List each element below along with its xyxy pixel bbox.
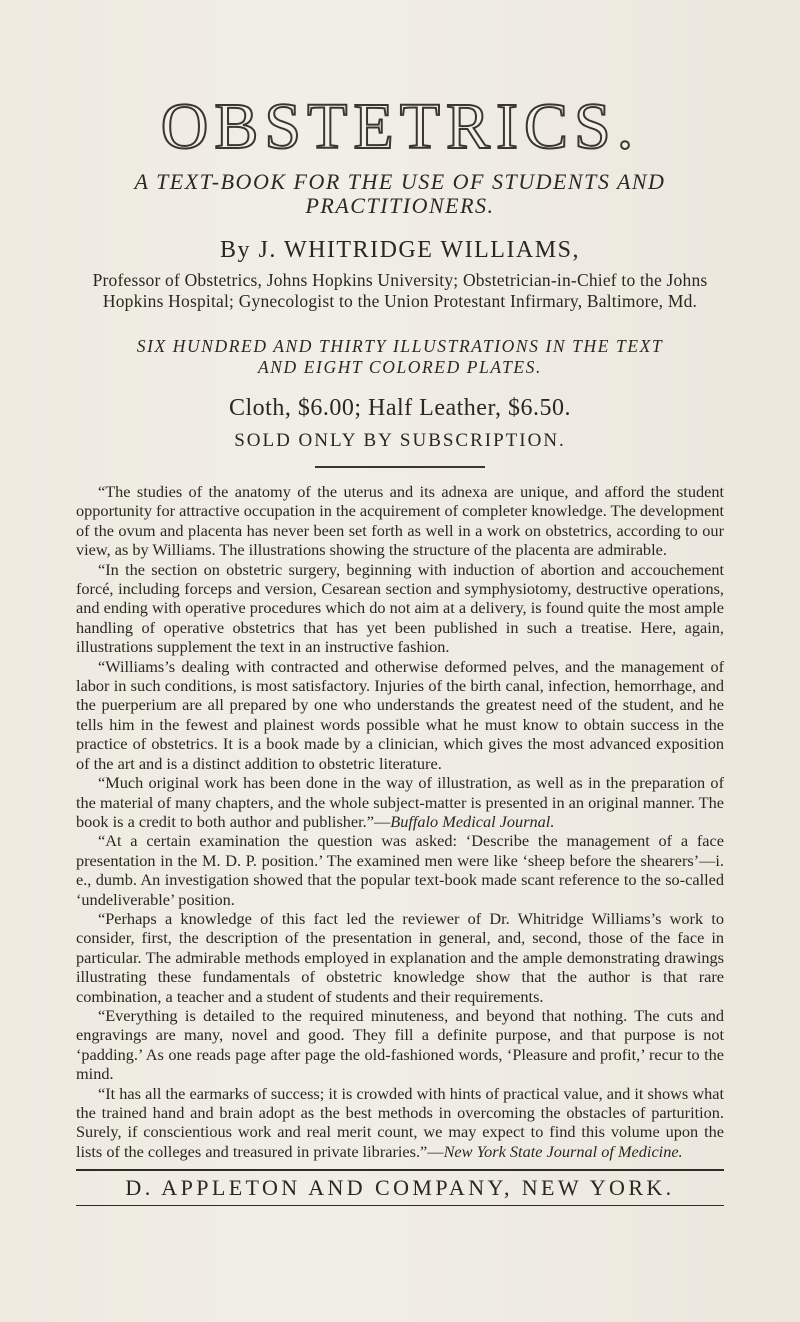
review-paragraph: [76, 482, 724, 560]
review-paragraph: [76, 909, 724, 1006]
illustrations-line-2: AND EIGHT COLORED PLATES.: [257, 357, 543, 377]
subtitle-line-1: A TEXT-BOOK FOR THE USE OF STUDENTS AND: [134, 169, 666, 194]
review-paragraph: [76, 831, 724, 909]
footer-rule-top: [76, 1169, 724, 1171]
footer-rule-bottom: [76, 1205, 724, 1206]
review-source: Buffalo Medical Journal.: [390, 811, 555, 831]
review-paragraph: [76, 560, 724, 657]
review-text: “At a certain examination the question was asked: ‘Describe the management of a face presentation in the M. D. P. position.’ The examined men were like ‘sheep before the shearers’—i. e., dumb. An investigation showed that the popular text-book made scant reference to the so-called ‘undeliverable’ position.: [76, 831, 724, 909]
book-title: OBSTETRICS.: [160, 90, 640, 163]
advertisement: [76, 92, 724, 1206]
review-text: “In the section on obstetric surgery, beginning with induction of abortion and accouchement forcé, including forceps and version, Cesarean section and symphysiotomy, destructive operations, and ending with operative procedures which do not aim at a delivery, is found quite the most ample handling of operative obstetrics that has yet been published in such a treatise. Here, again, illustrations supplement the text in an instructive fashion.: [76, 559, 724, 657]
review-text: “It has all the earmarks of success; it is crowded with hints of practical value, and it shows what the trained hand and brain adopt as the best methods in overcoming the obstacles of parturition. Surely, if conscientious work and real merit count, we may expect to find this volume upon the lists of the colleges and treasured in private libraries.”—: [76, 1083, 724, 1161]
subtitle-line-2: PRACTITIONERS.: [305, 193, 495, 218]
review-text: “The studies of the anatomy of the uterus and its adnexa are unique, and afford the student opportunity for attractive occupation in the acquirement of completer knowledge. The development of the ovum and placenta has never been set forth as well in a work on obstetrics, according to our view, as by Williams. The illustrations showing the structure of the placenta are admirable.: [76, 482, 725, 560]
review-text: “Williams’s dealing with contracted and otherwise deformed pelves, and the management of labor in such conditions, is most satisfactory. Injuries of the birth canal, infection, hemorrhage, and the puerperium are all prepared by one who understands the greatest need of the student, and he tells him in the fewest and plainest words possible what he must know to obtain success in the practice of obstetrics. It is a book made by a clinician, which gives the most advanced exposition of the art and is a distinct addition to obstetric literature.: [76, 656, 724, 773]
price-line: Cloth, $6.00; Half Leather, $6.50.: [229, 395, 571, 421]
review-text: “Perhaps a knowledge of this fact led the reviewer of Dr. Whitridge Williams’s work to consider, first, the description of the presentation in general, and, second, those of the face in particular. The admirable methods employed in explanation and the ample demonstrating drawings illustrating these fundamentals of obstetric knowledge show that the author is that rare combination, a teacher and a student of students and their requirements.: [76, 908, 724, 1006]
publisher-imprint: D. APPLETON AND COMPANY, NEW YORK.: [125, 1175, 675, 1201]
review-paragraph: [76, 657, 724, 773]
section-divider: [315, 466, 485, 468]
review-paragraph: [76, 773, 724, 831]
author-line: By J. WHITRIDGE WILLIAMS,: [220, 237, 580, 263]
review-paragraph: [76, 1006, 724, 1084]
author-affiliation: Professor of Obstetrics, Johns Hopkins University; Obstetrician-in-Chief to the Johns Hopkins Hospital; Gynecologist to the Union Protestant Infirmary, Baltimore, Md.: [92, 270, 708, 311]
subscription-note: SOLD ONLY BY SUBSCRIPTION.: [234, 430, 566, 451]
review-text: “Everything is detailed to the required minuteness, and beyond that nothing. The cuts and engravings are many, novel and good. They fill a definite purpose, and that purpose is not ‘padding.’ As one reads page after page the old-fashioned words, ‘Pleasure and profit,’ recur to the mind.: [76, 1005, 724, 1084]
illustrations-line-1: SIX HUNDRED AND THIRTY ILLUSTRATIONS IN THE TEXT: [136, 336, 664, 356]
book-subtitle: [76, 170, 724, 218]
review-list: [76, 482, 724, 1161]
review-source: New York State Journal of Medicine.: [443, 1141, 683, 1161]
review-paragraph: [76, 1084, 724, 1162]
review-text: “Much original work has been done in the way of illustration, as well as in the preparation of the material of many chapters, and the whole subject-matter is presented in an original manner. The book is a credit to both author and publisher.”—: [76, 773, 724, 831]
illustrations-note: [76, 336, 724, 378]
